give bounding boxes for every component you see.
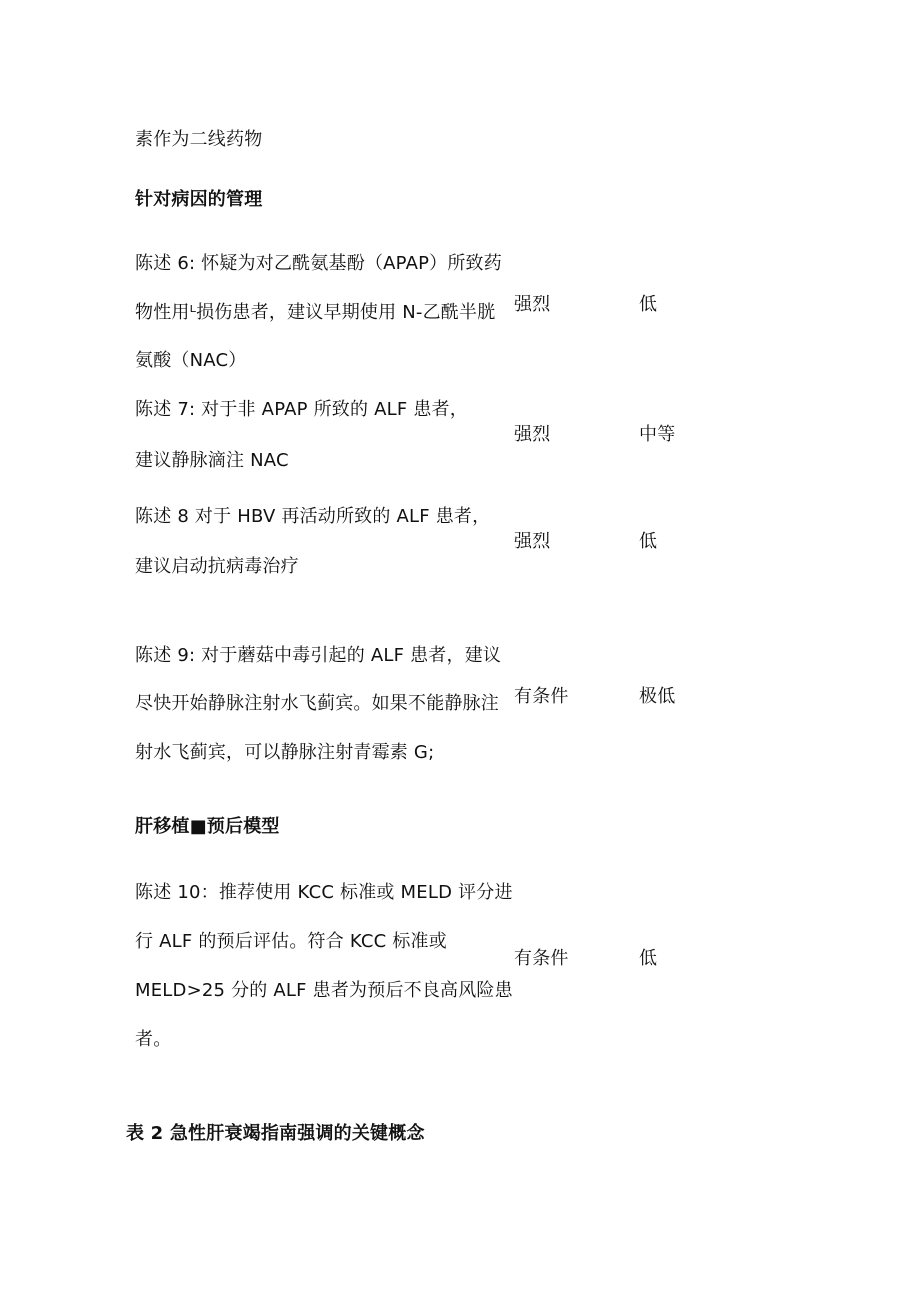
- statement-6-quality: 低: [639, 294, 658, 315]
- statement-7-quality: 中等: [639, 424, 676, 445]
- statement-6-line-1: 陈述 6: 怀疑为对乙酰氨基酚（APAP）所致药: [135, 253, 502, 274]
- statement-9-line-3: 射水飞蓟宾，可以静脉注射青霉素 G;: [135, 742, 435, 763]
- continuation-text: 素作为二线药物: [135, 129, 263, 150]
- statement-10-line-4: 者。: [135, 1029, 172, 1050]
- statement-10-strength: 有条件: [514, 948, 569, 969]
- statement-9-quality: 极低: [639, 686, 676, 707]
- statement-6-line-3: 氨酸（NAC）: [135, 350, 247, 371]
- statement-6-line-2: 物性用ᴸ损伤患者，建议早期使用 N-乙酰半胱: [135, 302, 496, 323]
- statement-10-quality: 低: [639, 948, 658, 969]
- statement-9-strength: 有条件: [514, 686, 569, 707]
- statement-10-line-1: 陈述 10：推荐使用 KCC 标准或 MELD 评分进: [135, 882, 513, 903]
- statement-9-line-1: 陈述 9: 对于蘑菇中毒引起的 ALF 患者，建议: [135, 645, 502, 666]
- statement-10-line-3: MELD>25 分的 ALF 患者为预后不良高风险患: [135, 980, 513, 1001]
- statement-8-line-2: 建议启动抗病毒治疗: [135, 556, 299, 577]
- statement-9-line-2: 尽快开始静脉注射水飞蓟宾。如果不能静脉注: [135, 693, 499, 714]
- statement-8-quality: 低: [639, 531, 658, 552]
- statement-7-line-1: 陈述 7: 对于非 APAP 所致的 ALF 患者，: [135, 399, 468, 420]
- statement-8-strength: 强烈: [514, 531, 551, 552]
- statement-6-strength: 强烈: [514, 294, 551, 315]
- section-heading-etiology: 针对病因的管理: [135, 189, 263, 210]
- statement-8-line-1: 陈述 8 对于 HBV 再活动所致的 ALF 患者，: [135, 506, 491, 527]
- section-heading-transplant: 肝移植■预后模型: [135, 816, 280, 837]
- table-2-title: 表 2 急性肝衰竭指南强调的关键概念: [126, 1123, 425, 1144]
- statement-10-line-2: 行 ALF 的预后评估。符合 KCC 标准或: [135, 931, 447, 952]
- statement-7-line-2: 建议静脉滴注 NAC: [135, 450, 289, 471]
- statement-7-strength: 强烈: [514, 424, 551, 445]
